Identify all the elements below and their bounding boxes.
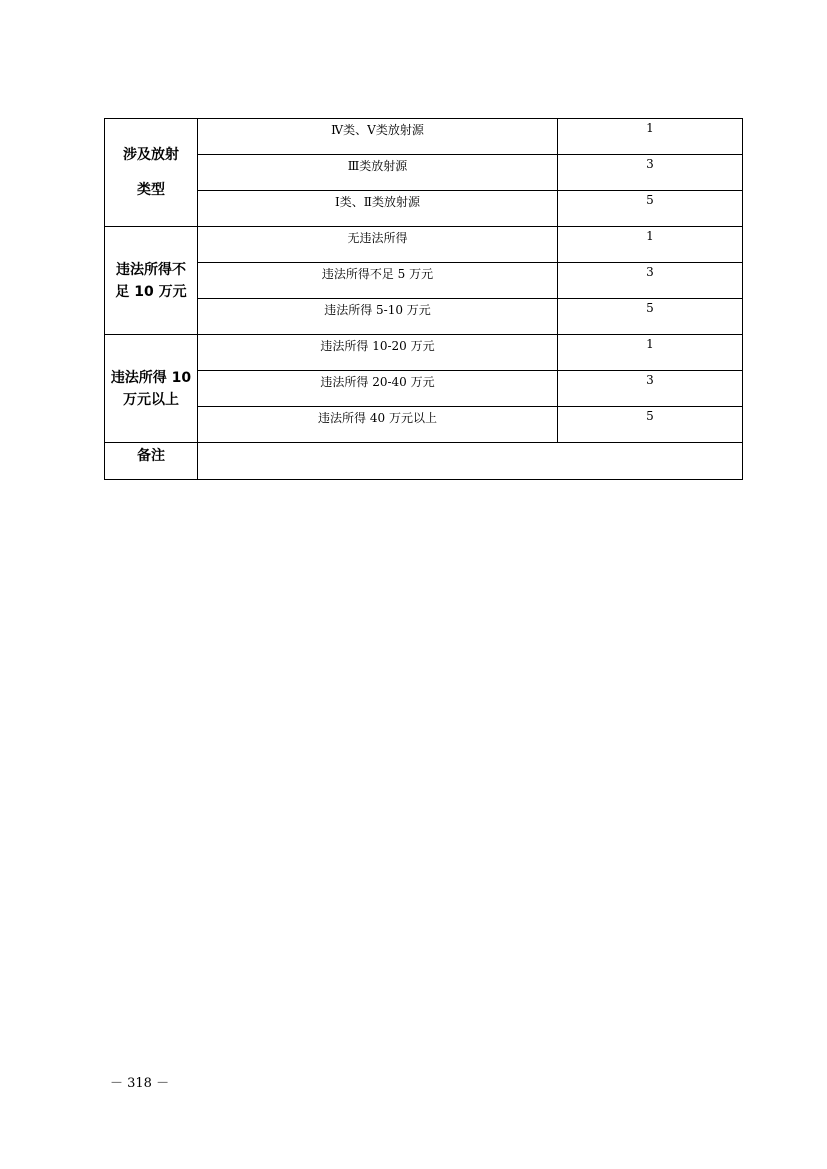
table-row xyxy=(105,191,743,227)
category-label-line: 涉及放射 xyxy=(123,146,179,163)
note-row xyxy=(105,443,743,480)
category-label-line: 万元以上 xyxy=(123,391,179,408)
score-cell: 5 xyxy=(558,299,743,335)
score-cell: 1 xyxy=(558,335,743,371)
score-cell: 5 xyxy=(558,191,743,227)
item-cell: 违法所得不足 5 万元 xyxy=(198,263,558,299)
table-row xyxy=(105,227,743,263)
page-number: － 318 － xyxy=(110,1076,170,1091)
table-row xyxy=(105,371,743,407)
item-cell: 违法所得 10-20 万元 xyxy=(198,335,558,371)
table-row xyxy=(105,335,743,371)
score-cell: 5 xyxy=(558,407,743,443)
category-label-line: 违法所得 10 xyxy=(110,369,192,386)
score-cell: 3 xyxy=(558,371,743,407)
category-cell-income-under-10 xyxy=(105,227,198,335)
score-cell: 1 xyxy=(558,119,743,155)
item-cell: Ⅲ类放射源 xyxy=(198,155,558,191)
table-row xyxy=(105,263,743,299)
category-cell-income-over-10 xyxy=(105,335,198,443)
table-row xyxy=(105,119,743,155)
score-cell: 3 xyxy=(558,263,743,299)
category-cell-radiation-type xyxy=(105,119,198,227)
item-cell: Ⅳ类、Ⅴ类放射源 xyxy=(198,119,558,155)
category-label-line: 足 10 万元 xyxy=(115,283,187,300)
score-cell: 3 xyxy=(558,155,743,191)
table-row xyxy=(105,155,743,191)
item-cell: 无违法所得 xyxy=(198,227,558,263)
table-row xyxy=(105,407,743,443)
item-cell: 违法所得 5-10 万元 xyxy=(198,299,558,335)
item-cell: 违法所得 40 万元以上 xyxy=(198,407,558,443)
item-cell: 违法所得 20-40 万元 xyxy=(198,371,558,407)
note-value xyxy=(198,443,743,480)
table-row xyxy=(105,299,743,335)
score-cell: 1 xyxy=(558,227,743,263)
category-label-line: 类型 xyxy=(137,181,165,198)
penalty-criteria-table xyxy=(104,118,743,480)
item-cell: Ⅰ类、Ⅱ类放射源 xyxy=(198,191,558,227)
category-label-line: 违法所得不 xyxy=(116,261,186,278)
note-label: 备注 xyxy=(105,443,198,480)
